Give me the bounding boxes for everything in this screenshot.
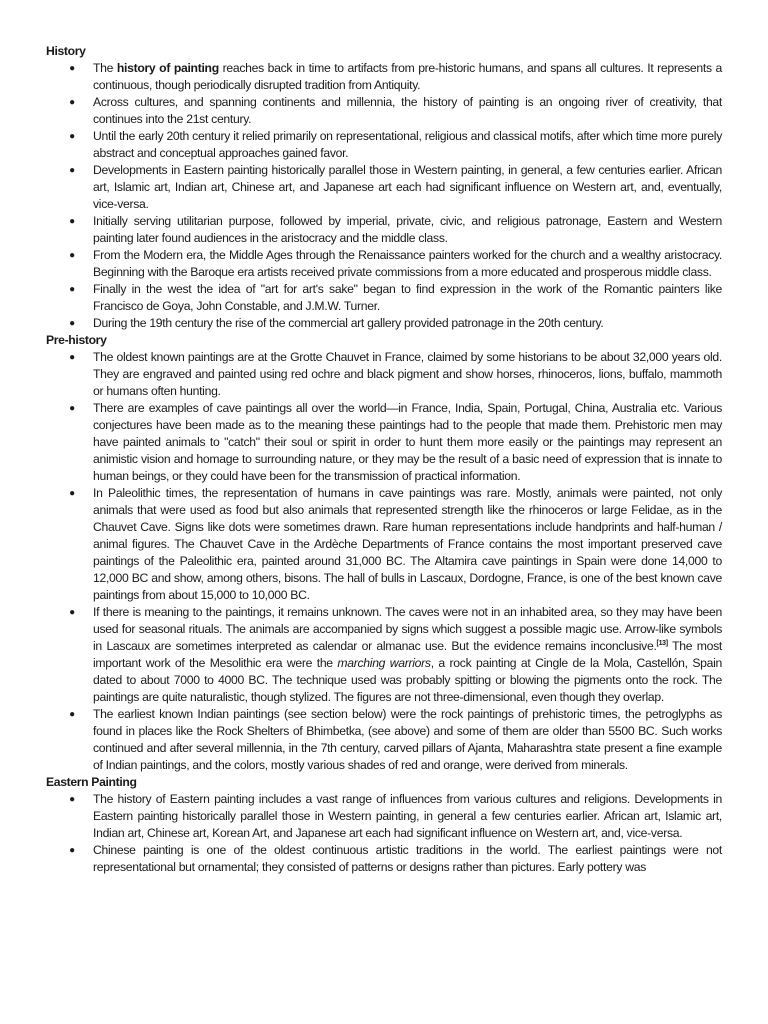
bullet-list: [46, 791, 722, 876]
list-item-text: [93, 129, 722, 160]
bullet-icon: ●: [69, 216, 75, 227]
bullet-list: [46, 349, 722, 774]
text-run: In Paleolithic times, the representation of humans in cave paintings was rare. Mostly, animals were painted, not only animals that were used as food but also animals that represented strength like the rhinoceros or large Felidae, as in the Chauvet Cave. Signs like dots were sometimes drawn. Rare human representations include handprints and half-human / animal figures. The Chauvet Cave in the Ardèche Departments of France contains the most important preserved cave paintings of the Paleolithic era, painted around 31,000 BC. The Altamira cave paintings in Spain were done 14,000 to 12,000 BC and show, among others, bisons. The hall of bulls in Lascaux, Dordogne, France, is one of the best known cave paintings from about 15,000 to 10,000 BC.: [93, 486, 722, 602]
list-item: [46, 60, 722, 94]
bullet-icon: ●: [69, 794, 75, 805]
text-run: Developments in Eastern painting historically parallel those in Western painting, in general, a few centuries earlier. African art, Islamic art, Indian art, Chinese art, and Japanese art each had significant influence on Western art, and, eventually, vice-versa.: [93, 163, 722, 211]
bullet-icon: ●: [69, 845, 75, 856]
text-run: , a rock painting at Cingle de la Mola, Castellón, Spain dated to about 7000 to 4000 BC. The technique used was probably spitting or blowing the pigments onto the rock. The paintings are quite naturalistic, though stylized. The figures are not three-dimensional, even though they overlap.: [93, 656, 722, 704]
bullet-icon: ●: [69, 607, 75, 618]
bullet-list: [46, 60, 722, 332]
list-item-text: [93, 843, 722, 874]
list-item: [46, 791, 722, 842]
list-item-text: [93, 282, 722, 313]
citation-marker: [13]: [656, 639, 668, 647]
text-run: The history of Eastern painting includes a vast range of influences from various cultures and religions. Developments in Eastern painting historically parallel those in Western painting, in general a few centuries earlier. African art, Islamic art, Indian art, Chinese art, Korean Art, and Japanese art each had significant influence on Western art, and, vice-versa.: [93, 792, 722, 840]
list-item-text: [93, 316, 603, 330]
list-item-text: [93, 95, 722, 126]
bullet-icon: ●: [69, 318, 75, 329]
list-item: [46, 128, 722, 162]
list-item-text: [93, 401, 722, 483]
list-item: [46, 842, 722, 876]
text-run: The most important work of the Mesolithic era were the: [93, 639, 723, 670]
list-item: [46, 213, 722, 247]
list-item-text: [93, 163, 722, 211]
bullet-icon: ●: [69, 165, 75, 176]
bullet-icon: ●: [69, 63, 75, 74]
section-pre-history: [46, 332, 722, 774]
list-item: [46, 315, 722, 332]
text-run: The: [93, 61, 117, 75]
section-heading: Pre-history: [46, 333, 107, 347]
text-run: During the 19th century the rise of the commercial art gallery provided patronage in the 20th century.: [93, 316, 604, 330]
list-item: [46, 400, 722, 485]
section-eastern-painting: [46, 774, 722, 876]
text-run: Finally in the west the idea of "art for art's sake" began to find expression in the work of the Romantic painters like Francisco de Goya, John Constable, and J.M.W. Turner.: [93, 282, 722, 313]
text-run: Initially serving utilitarian purpose, followed by imperial, private, civic, and religious patronage, Eastern and Western painting later found audiences in the aristocracy and the middle class.: [93, 214, 722, 245]
section-heading: History: [46, 44, 86, 58]
text-run: reaches back in time to artifacts from pre-historic humans, and spans all cultures. It represents a continuous, though periodically disrupted tradition from Antiquity.: [93, 61, 722, 92]
list-item-text: [93, 707, 722, 772]
bullet-icon: ●: [69, 709, 75, 720]
text-run: The earliest known Indian paintings (see section below) were the rock paintings of prehistoric times, the petroglyphs as found in places like the Rock Shelters of Bhimbetka, (see above) and some of them are older than 5500 BC. Such works continued and after several millennia, in the 7th century, carved pillars of Ajanta, Maharashtra state present a fine example of Indian paintings, and the colors, mostly various shades of red and orange, were derived from minerals.: [93, 707, 722, 772]
list-item: [46, 162, 722, 213]
bullet-icon: ●: [69, 488, 75, 499]
text-run: There are examples of cave paintings all over the world—in France, India, Spain, Portugal, China, Australia etc. Various conjectures have been made as to the meaning these paintings had to the people that made them. Prehistoric men may have painted animals to "catch" their soul or spirit in order to hunt them more easily or the paintings may represent an animistic vision and homage to surrounding nature, or they may be the result of a basic need of expression that is innate to human beings, or they could have been for the transmission of practical information.: [93, 401, 722, 483]
list-item-text: [93, 792, 722, 840]
list-item-text: [93, 214, 722, 245]
list-item-text: [93, 248, 722, 279]
bold-text: history of painting: [116, 61, 219, 75]
list-item-text: [93, 486, 722, 602]
list-item-text: [93, 61, 722, 92]
bullet-icon: ●: [69, 352, 75, 363]
text-run: From the Modern era, the Middle Ages through the Renaissance painters worked for the church and a wealthy aristocracy. Beginning with the Baroque era artists received private commissions from a more educated and prosperous middle class.: [93, 248, 722, 279]
text-run: Across cultures, and spanning continents and millennia, the history of painting is an ongoing river of creativity, that continues into the 21st century.: [93, 95, 722, 126]
list-item: [46, 485, 722, 604]
list-item: [46, 706, 722, 774]
text-run: The oldest known paintings are at the Grotte Chauvet in France, claimed by some historians to be about 32,000 years old. They are engraved and painted using red ochre and black pigment and show horses, rhinoceros, lions, buffalo, mammoth or humans often hunting.: [93, 350, 722, 398]
list-item: [46, 247, 722, 281]
text-run: If there is meaning to the paintings, it remains unknown. The caves were not in an inhabited area, so they may have been used for seasonal rituals. The animals are accompanied by signs which suggest a possible magic use. Arrow-like symbols in Lascaux are sometimes interpreted as calendar or almanac use. But the evidence remains inconclusive.: [93, 605, 722, 653]
list-item: [46, 281, 722, 315]
bullet-icon: ●: [69, 284, 75, 295]
list-item-text: [93, 605, 722, 704]
bullet-icon: ●: [69, 403, 75, 414]
list-item: [46, 349, 722, 400]
bullet-icon: ●: [69, 131, 75, 142]
list-item-text: [93, 350, 722, 398]
text-run: Until the early 20th century it relied primarily on representational, religious and classical motifs, after which time more purely abstract and conceptual approaches gained favor.: [93, 129, 722, 160]
text-run: Chinese painting is one of the oldest continuous artistic traditions in the world. The earliest paintings were not representational but ornamental; they consisted of patterns or designs rather than pictures. Early pottery was: [93, 843, 722, 874]
section-history: [46, 43, 722, 332]
bullet-icon: ●: [69, 97, 75, 108]
list-item: [46, 94, 722, 128]
document-page: [46, 43, 722, 876]
section-heading: Eastern Painting: [46, 775, 137, 789]
italic-text: marching warriors: [337, 656, 431, 670]
bullet-icon: ●: [69, 250, 75, 261]
list-item: [46, 604, 722, 706]
